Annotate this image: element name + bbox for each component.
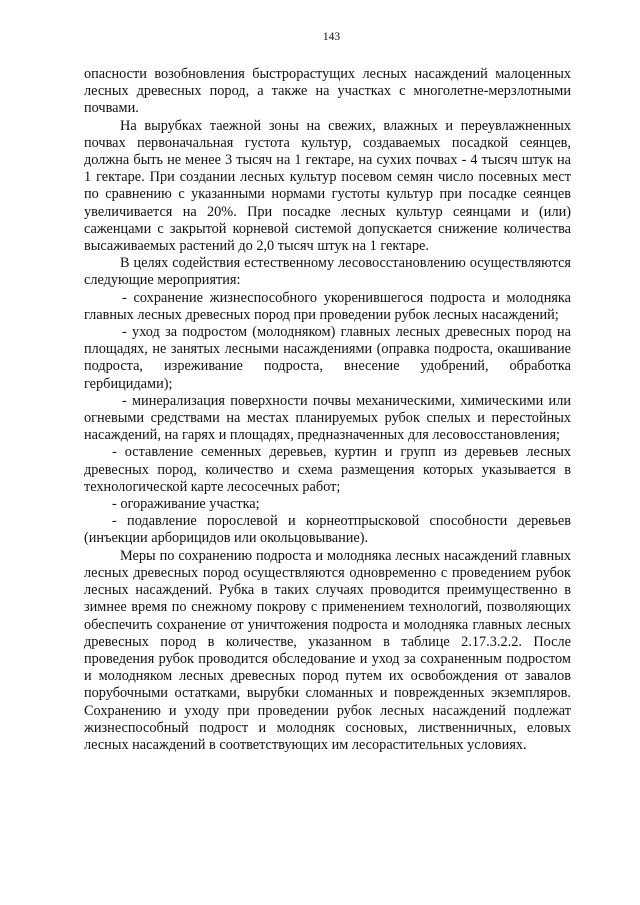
paragraph-natural-regeneration-intro: В целях содействия естественному лесовосстановлению осуществляются следующие мероприятия: [84,255,571,289]
list-item-soil-mineralization: - минерализация поверхности почвы механическими, химическими или огневыми средствами на местах планируемых рубок спелых и перестойных насаждений, на гарях и площадях, предназначенных для лесовосстановления; [84,392,571,444]
list-item-seed-trees: - оставление семенных деревьев, куртин и групп из деревьев лесных древесных пород, количество и схема размещения которых указывается в технологической карте лесосечных работ; [84,444,571,495]
paragraph-preservation-measures: Меры по сохранению подроста и молодняка лесных насаждений главных лесных древесных пород осуществляются одновременно с проведением рубок лесных насаждений. Рубка в таких случаях проводится преимущественно в зимнее время по снежному покрову с применением технологий, позволяющих обеспечить сохранение от уничтожения подроста и молодняка главных лесных древесных пород в количестве, указанном в таблице 2.17.3.2.2. После проведения рубок проводится обследование и уход за сохраненным подростом и молодняком лесных древесных пород путем их освобождения от завалов порубочными остатками, вырубки сломанных и поврежденных экземпляров. Сохранению и уходу при проведении рубок лесных насаждений подлежат жизнеспособный подрост и молодняк сосновых, лиственничных, еловых лесных насаждений в соответствующих им лесорастительных условиях. [84,547,571,753]
page-number: 143 [322,31,341,43]
list-item-suppress-sprouting: - подавление порослевой и корнеотпрысковой способности деревьев (инъекции арборицидов или окольцовывание). [84,513,571,547]
list-item-preserve-undergrowth: - сохранение жизнеспособного укоренившегося подроста и молодняка главных лесных древесных пород при проведении рубок лесных насаждений; [84,289,571,323]
list-item-undergrowth-care: - уход за подростом (молодняком) главных лесных древесных пород на площадях, не занятых лесными насаждениями (оправка подроста, окашивание подроста, изреживание подроста, внесение удобрений, обработка гербицидами); [84,324,571,392]
paragraph-culture-density: На вырубках таежной зоны на свежих, влажных и переувлажненных почвах первоначальная густота культур, создаваемых посадкой сеянцев, должна быть не менее 3 тысяч на 1 гектаре, на сухих почвах - 4 тысяч штук на 1 гектаре. При создании лесных культур посевом семян число посевных мест по сравнению с указанными нормами густоты культур при посадке сеянцев увеличивается на 20%. При посадке лесных культур сеянцами и (или) саженцами с закрытой корневой системой допускается снижение количества высаживаемых растений до 2,0 тысяч штук на 1 гектаре. [84,117,571,255]
list-item-fencing: - огораживание участка; [112,496,260,513]
paragraph-continuation: опасности возобновления быстрорастущих лесных насаждений малоценных лесных древесных пород, а также на участках с многолетне-мерзлотными почвами. [84,66,571,117]
document-page [84,30,571,754]
